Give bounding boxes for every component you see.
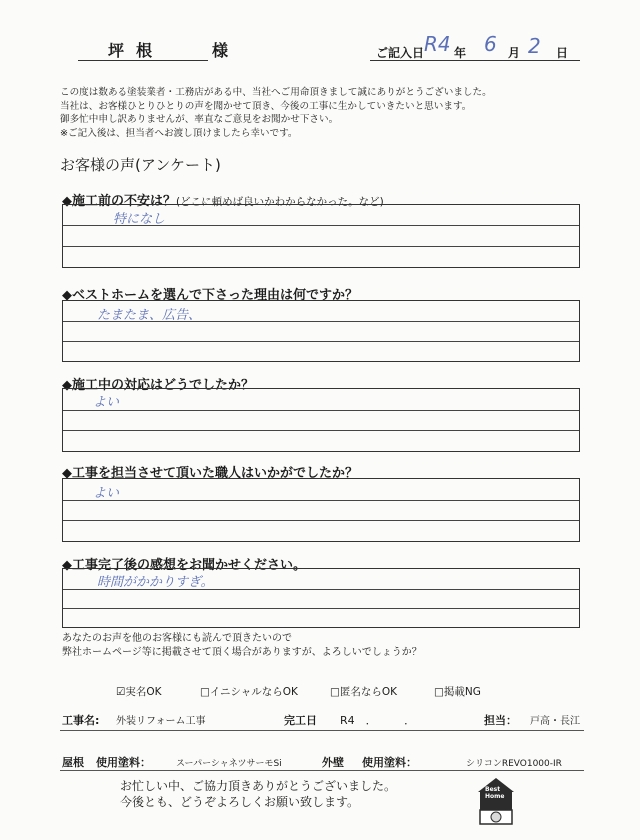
ruled-line (63, 246, 579, 247)
handwritten-answer: たまたま、広告、 (97, 308, 202, 323)
option-real-name[interactable]: ☑実名OK (116, 686, 162, 698)
intro-line: この度は数ある塗装業者・工務店がある中、当社へご用命頂きまして誠にありがとうございました。 (60, 87, 492, 98)
option-no-publish[interactable]: □掲載NG (434, 686, 481, 698)
complete-value: R4 ． ． (340, 714, 416, 727)
month-unit: 月 (508, 46, 521, 60)
job-value: 外装リフォーム工事 (116, 716, 206, 727)
date-label: ご記入日 (376, 46, 425, 60)
roof-label: 屋根 (62, 756, 84, 769)
question-text: ◆工事を担当させて頂いた職人はいかがでしたか？ (62, 466, 358, 481)
job-underline (60, 730, 584, 731)
date-underline (370, 60, 580, 61)
logo-text-line: Home (485, 793, 505, 800)
honorific: 様 (212, 41, 229, 60)
ruled-line (63, 520, 579, 521)
question-text: ◆施工中の対応はどうでしたか？ (62, 378, 254, 393)
wall-paint-label: 使用塗料： (362, 756, 417, 769)
staff-value: 戸高・長江 (530, 716, 580, 727)
date-day: 2 (528, 34, 541, 58)
intro-line: 当社は、お客様ひとりひとりの声を聞かせて頂き、今後の工事に生かしていきたいと思います。 (60, 100, 472, 112)
thanks-line: 今後とも、どうぞよろしくお願い致します。 (120, 795, 360, 809)
question-text: ◆工事完了後の感想をお聞かせください。 (62, 558, 306, 573)
question-text: ◆ベストホームを選んで下さった理由は何ですか？ (62, 288, 358, 303)
day-unit: 日 (556, 46, 569, 60)
consent-text (62, 632, 422, 660)
answer-box (62, 388, 580, 452)
complete-label: 完工日 (284, 714, 317, 727)
logo-text (485, 786, 504, 800)
thanks-text (120, 778, 396, 810)
survey-title: お客様の声(アンケート) (60, 156, 221, 174)
question-subtext: (どこに頼めば良いかわからなかった。など) (176, 196, 384, 208)
handwritten-answer: 特になし (113, 212, 166, 227)
ruled-line (63, 500, 579, 501)
staff-label: 担当： (484, 714, 517, 727)
roof-paint-label: 使用塗料： (96, 756, 151, 769)
intro-line: 御多忙中申し訳ありませんが、率直なご意見をお聞かせ下さい。 (60, 114, 339, 125)
intro-text (60, 86, 492, 140)
ruled-line (63, 430, 579, 431)
date-month: 6 (484, 32, 497, 56)
answer-box (62, 300, 580, 362)
roof-paint-value: スーパーシャネツサーモSi (176, 759, 282, 769)
customer-name-underline (78, 60, 208, 61)
answer-box (62, 568, 580, 628)
wall-label: 外壁 (322, 756, 344, 769)
paint-underline (60, 770, 584, 771)
option-anonymous[interactable]: □匿名ならOK (330, 686, 398, 698)
intro-line: ※ご記入後は、担当者へお渡し頂けましたら幸いです。 (60, 127, 298, 139)
best-home-logo (476, 776, 516, 826)
house-logo-icon (476, 776, 516, 826)
date-era: R4 (424, 32, 451, 56)
ruled-line (63, 341, 579, 342)
answer-box (62, 478, 580, 542)
question-text: ◆施工前の不安は？ (62, 194, 176, 209)
ruled-line (63, 608, 579, 609)
answer-box (62, 204, 580, 268)
handwritten-answer: よい (93, 395, 120, 410)
thanks-line: お忙しい中、ご協力頂きありがとうございました。 (120, 779, 397, 793)
consent-line: 弊社ホームページ等に掲載させて頂く場合がありますが、よろしいでしょうか？ (62, 647, 422, 658)
customer-name: 坪根 (108, 41, 165, 60)
handwritten-answer: 時間がかかりすぎ。 (97, 575, 214, 590)
option-initials[interactable]: □イニシャルならOK (200, 686, 298, 698)
ruled-line (63, 410, 579, 411)
logo-text-line: Best (485, 786, 501, 793)
job-label: 工事名: (62, 714, 100, 727)
wall-paint-value: シリコンREVO1000-IR (466, 759, 562, 769)
consent-line: あなたのお声を他のお客様にも読んで頂きたいので (62, 633, 292, 644)
handwritten-answer: よい (93, 486, 120, 501)
year-unit: 年 (454, 46, 467, 60)
